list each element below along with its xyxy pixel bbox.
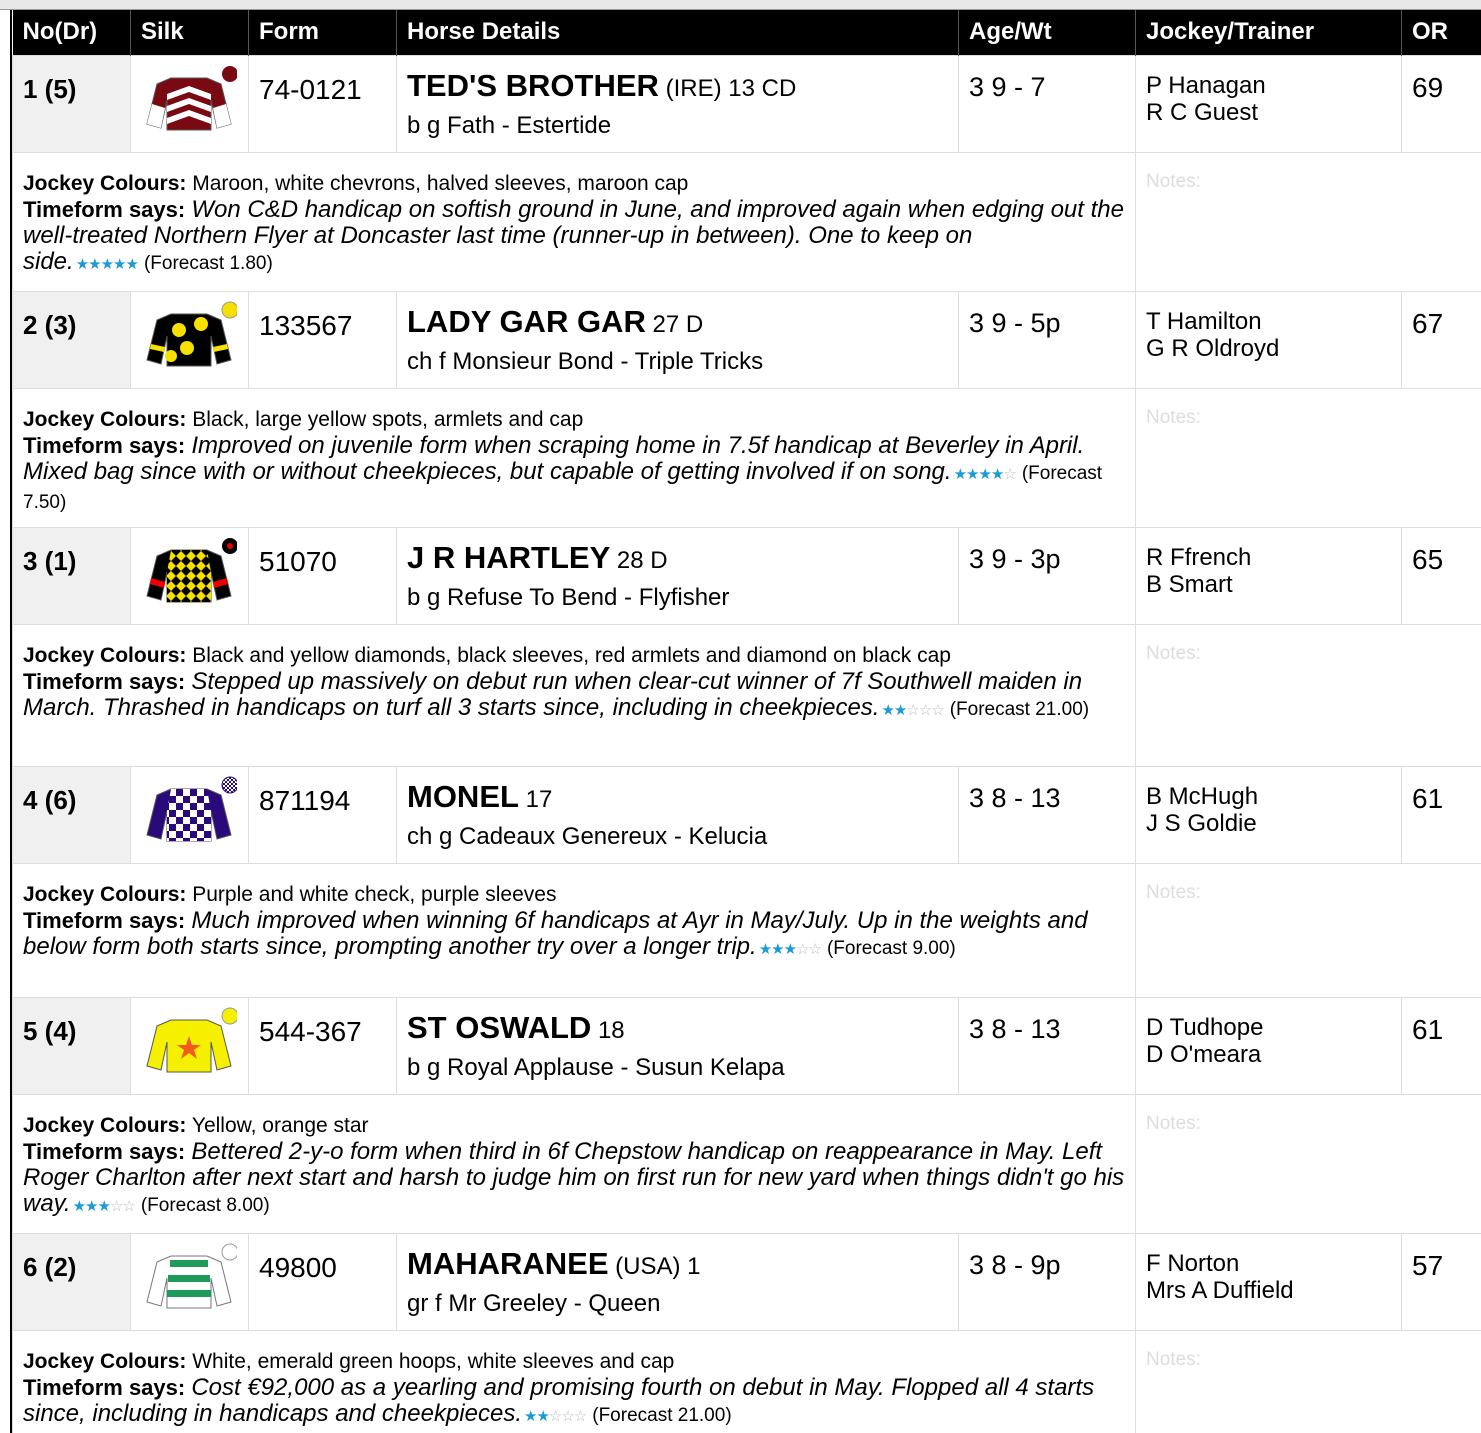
horse-breeding: ch g Cadeaux Genereux - Kelucia [407,822,768,850]
horse-extra: (IRE) 13 CD [658,74,797,102]
forecast-odds: (Forecast 8.00) [140,1194,270,1216]
runner-row [13,55,1481,152]
jockey-colours: White, emerald green hoops, white sleeves and cap [192,1349,675,1373]
timeform-label: Timeform says: [23,432,186,458]
form-figures: 51070 [249,527,397,624]
rating-stars-icon: ★★☆☆☆ [881,701,944,719]
notes-field[interactable]: Notes: [1136,152,1481,291]
age-weight: 3 8 - 13 [959,766,1136,863]
notes-field[interactable]: Notes: [1136,1330,1481,1433]
horse-name-link[interactable]: MAHARANEE [407,1245,609,1281]
timeform-comment: Won C&D handicap on softish ground in June, and improved again when edging out the well-treated Northern Flyer at Doncaster last time (runner-up in between). One to keep on side. [23,195,1124,275]
runners-table [12,10,1481,1433]
jockey-colours: Black and yellow diamonds, black sleeves, red armlets and diamond on black cap [192,643,951,667]
runner-row [13,766,1481,863]
col-header-jockey[interactable]: Jockey/Trainer [1136,10,1402,55]
colours-label: Jockey Colours: [23,1113,187,1137]
colours-label: Jockey Colours: [23,407,187,431]
jockey-link[interactable]: F Norton [1146,1249,1240,1277]
official-rating: 61 [1402,766,1481,863]
runner-row [13,291,1481,388]
horse-breeding: ch f Monsieur Bond - Triple Tricks [407,347,764,375]
rating-stars-icon: ★★☆☆☆ [524,1407,587,1425]
runner-info-row [13,624,1481,766]
timeform-comment: Bettered 2-y-o form when third in 6f Chepstow handicap on reappearance in May. Left Roger Charlton after next start and harsh to judge him on first run for new yard when things didn't go his way. [23,1137,1125,1217]
timeform-label: Timeform says: [23,196,186,222]
notes-field[interactable]: Notes: [1136,1094,1481,1233]
colours-label: Jockey Colours: [23,643,187,667]
age-weight: 3 9 - 7 [959,55,1136,152]
col-header-silk: Silk [131,10,249,55]
timeform-comment: Much improved when winning 6f handicaps at Ayr in May/July. Up in the weights and below form both starts since, prompting another try over a longer trip. [23,906,1088,960]
horse-breeding: gr f Mr Greeley - Queen [407,1289,661,1317]
header-row [13,10,1481,55]
horse-name-link[interactable]: J R HARTLEY [407,539,611,575]
jockey-link[interactable]: P Hanagan [1146,71,1266,99]
horse-extra: 18 [591,1016,625,1044]
forecast-odds: (Forecast 21.00) [949,698,1090,720]
col-header-age[interactable]: Age/Wt [959,10,1136,55]
trainer-link[interactable]: D O'meara [1146,1040,1262,1068]
horse-breeding: b g Fath - Estertide [407,111,612,139]
purple-white-check-silk-icon [141,775,237,847]
jockey-colours: Yellow, orange star [191,1113,369,1137]
official-rating: 65 [1402,527,1481,624]
rating-stars-icon: ★★★☆☆ [72,1197,135,1215]
col-header-horse[interactable]: Horse Details [397,10,959,55]
runner-info-row [13,863,1481,997]
forecast-odds: (Forecast 7.50) [23,462,1103,513]
jockey-link[interactable]: T Hamilton [1146,307,1262,335]
timeform-label: Timeform says: [23,1138,186,1164]
notes-field[interactable]: Notes: [1136,863,1481,997]
maroon-chevrons-silk-icon [141,64,237,136]
forecast-odds: (Forecast 9.00) [826,937,956,959]
runner-row [13,527,1481,624]
horse-name-link[interactable]: TED'S BROTHER [407,67,659,103]
timeform-comment: Cost €92,000 as a yearling and promising fourth on debut in May. Flopped all 4 starts since, including in handicaps and cheekpieces. [23,1373,1095,1427]
jockey-link[interactable]: D Tudhope [1146,1013,1264,1041]
trainer-link[interactable]: G R Oldroyd [1146,334,1280,362]
black-yellow-diamonds-silk-icon [141,536,237,608]
form-figures: 133567 [249,291,397,388]
runner-number: 4 (6) [13,766,131,863]
col-header-or[interactable]: OR [1402,10,1481,55]
runner-number: 3 (1) [13,527,131,624]
age-weight: 3 9 - 5p [959,291,1136,388]
notes-field[interactable]: Notes: [1136,388,1481,527]
jockey-colours: Black, large yellow spots, armlets and cap [192,407,584,431]
official-rating: 57 [1402,1233,1481,1330]
runner-number: 1 (5) [13,55,131,152]
official-rating: 67 [1402,291,1481,388]
form-figures: 871194 [249,766,397,863]
white-green-hoops-silk-icon [141,1242,237,1314]
col-header-form[interactable]: Form [249,10,397,55]
form-figures: 74-0121 [249,55,397,152]
col-header-no[interactable]: No(Dr) [13,10,131,55]
timeform-comment: Improved on juvenile form when scraping home in 7.5f handicap at Beverley in April. Mixed bag since with or without cheekpieces, but capable of getting involved if on song. [23,431,1085,485]
runner-row [13,1233,1481,1330]
runner-info-row [13,1094,1481,1233]
top-strip [0,0,1481,10]
horse-name-link[interactable]: ST OSWALD [407,1009,592,1045]
timeform-label: Timeform says: [23,1374,186,1400]
age-weight: 3 8 - 13 [959,997,1136,1094]
racecard [10,10,1481,1433]
runner-number: 2 (3) [13,291,131,388]
rating-stars-icon: ★★★★☆ [953,465,1016,483]
notes-field[interactable]: Notes: [1136,624,1481,766]
age-weight: 3 8 - 9p [959,1233,1136,1330]
black-yellow-spots-silk-icon [141,300,237,372]
trainer-link[interactable]: Mrs A Duffield [1146,1276,1294,1304]
jockey-colours: Maroon, white chevrons, halved sleeves, maroon cap [192,171,689,195]
official-rating: 61 [1402,997,1481,1094]
age-weight: 3 9 - 3p [959,527,1136,624]
horse-breeding: b g Refuse To Bend - Flyfisher [407,583,730,611]
colours-label: Jockey Colours: [23,882,187,906]
trainer-link[interactable]: J S Goldie [1146,809,1257,837]
rating-stars-icon: ★★★★★ [75,255,138,273]
horse-extra: 27 D [645,310,704,338]
jockey-link[interactable]: R Ffrench [1146,543,1252,571]
colours-label: Jockey Colours: [23,1349,187,1373]
runner-row [13,997,1481,1094]
form-figures: 544-367 [249,997,397,1094]
timeform-comment: Stepped up massively on debut run when clear-cut winner of 7f Southwell maiden in March. Thrashed in handicaps on turf all 3 starts since, including in cheekpieces. [23,667,1083,721]
timeform-label: Timeform says: [23,668,186,694]
forecast-odds: (Forecast 1.80) [143,252,273,274]
runner-info-row [13,388,1481,527]
trainer-link[interactable]: R C Guest [1146,98,1259,126]
horse-name-link[interactable]: MONEL [407,778,519,814]
official-rating: 69 [1402,55,1481,152]
forecast-odds: (Forecast 21.00) [592,1404,732,1426]
jockey-colours: Purple and white check, purple sleeves [192,882,557,906]
timeform-label: Timeform says: [23,907,186,933]
colours-label: Jockey Colours: [23,171,187,195]
horse-name-link[interactable]: LADY GAR GAR [407,303,646,339]
runner-number: 5 (4) [13,997,131,1094]
horse-breeding: b g Royal Applause - Susun Kelapa [407,1053,785,1081]
runner-info-row [13,1330,1481,1433]
horse-extra: 17 [518,785,553,813]
yellow-orange-star-silk-icon [141,1006,237,1078]
jockey-link[interactable]: B McHugh [1146,782,1259,810]
form-figures: 49800 [249,1233,397,1330]
trainer-link[interactable]: B Smart [1146,570,1233,598]
horse-extra: (USA) 1 [608,1252,701,1280]
rating-stars-icon: ★★★☆☆ [758,940,821,958]
runner-info-row [13,152,1481,291]
horse-extra: 28 D [610,546,668,574]
runner-number: 6 (2) [13,1233,131,1330]
